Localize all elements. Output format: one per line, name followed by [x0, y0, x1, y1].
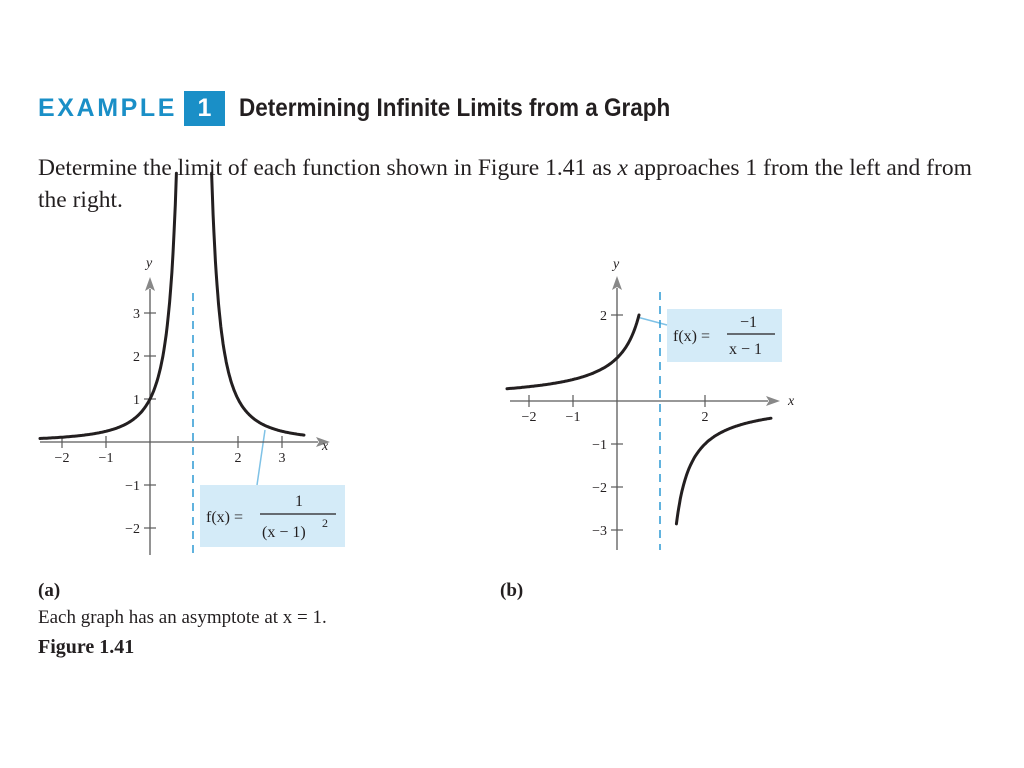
x-tick-label-a-2: 2: [234, 451, 242, 466]
y-tick-label-a-4: 3: [133, 307, 140, 322]
intro-variable: x: [617, 155, 628, 181]
subfigure-label-b: (b): [500, 580, 524, 601]
graph-a: [30, 255, 350, 565]
y-axis-arrow-b: [612, 276, 622, 290]
curve-b-right-branch: [676, 418, 771, 524]
example-label: EXAMPLE: [38, 94, 178, 122]
subfigure-label-a: (a): [38, 580, 61, 601]
graph-b: [500, 250, 800, 560]
formula-numerator-b: −1: [740, 314, 758, 331]
y-axis-label-b: y: [613, 257, 620, 272]
x-axis-arrow-b: [766, 396, 780, 406]
intro-paragraph: [38, 152, 988, 216]
intro-text-start: Determine the limit of each function shown in Figure 1.41 as: [38, 155, 618, 181]
formula-numerator-a: 1: [295, 493, 303, 510]
formula-callout-a: [257, 430, 265, 485]
y-tick-label-b-2: −1: [592, 438, 607, 453]
formula-lhs-a: f(x) =: [206, 509, 244, 526]
intro-text-end: approaches 1 from the left and from the right.: [38, 155, 972, 213]
y-tick-label-b-1: −2: [592, 481, 607, 496]
formula-exponent-a: 2: [322, 516, 328, 530]
x-tick-label-a-0: −2: [54, 451, 70, 466]
y-axis-label-a: y: [146, 256, 153, 271]
curve-b-left-branch: [507, 315, 639, 389]
y-tick-label-a-1: −1: [125, 479, 140, 494]
x-tick-label-a-1: −1: [98, 451, 114, 466]
y-tick-label-b-0: −3: [592, 524, 607, 539]
y-tick-label-a-0: −2: [125, 522, 140, 537]
y-tick-label-b-3: 2: [600, 309, 607, 324]
formula-denominator-b: x − 1: [729, 341, 763, 358]
x-tick-label-b-0: −2: [521, 410, 537, 425]
y-tick-label-a-2: 1: [133, 393, 140, 408]
x-tick-label-b-2: 2: [701, 410, 709, 425]
x-axis-label-a: x: [322, 439, 329, 454]
x-tick-label-b-1: −1: [565, 410, 581, 425]
formula-lhs-b: f(x) =: [673, 328, 711, 345]
formula-callout-b: [637, 317, 667, 325]
y-axis-arrow-a: [145, 277, 155, 291]
figure-label: Figure 1.41: [38, 636, 135, 658]
example-number-badge: 1: [184, 91, 225, 126]
x-axis-label-b: x: [788, 394, 795, 409]
y-tick-label-a-3: 2: [133, 350, 140, 365]
example-title: Determining Infinite Limits from a Graph: [239, 94, 671, 122]
formula-denominator-a: (x − 1): [262, 524, 306, 541]
x-tick-label-a-3: 3: [278, 451, 286, 466]
figure-caption: Each graph has an asymptote at x = 1.: [38, 607, 327, 628]
